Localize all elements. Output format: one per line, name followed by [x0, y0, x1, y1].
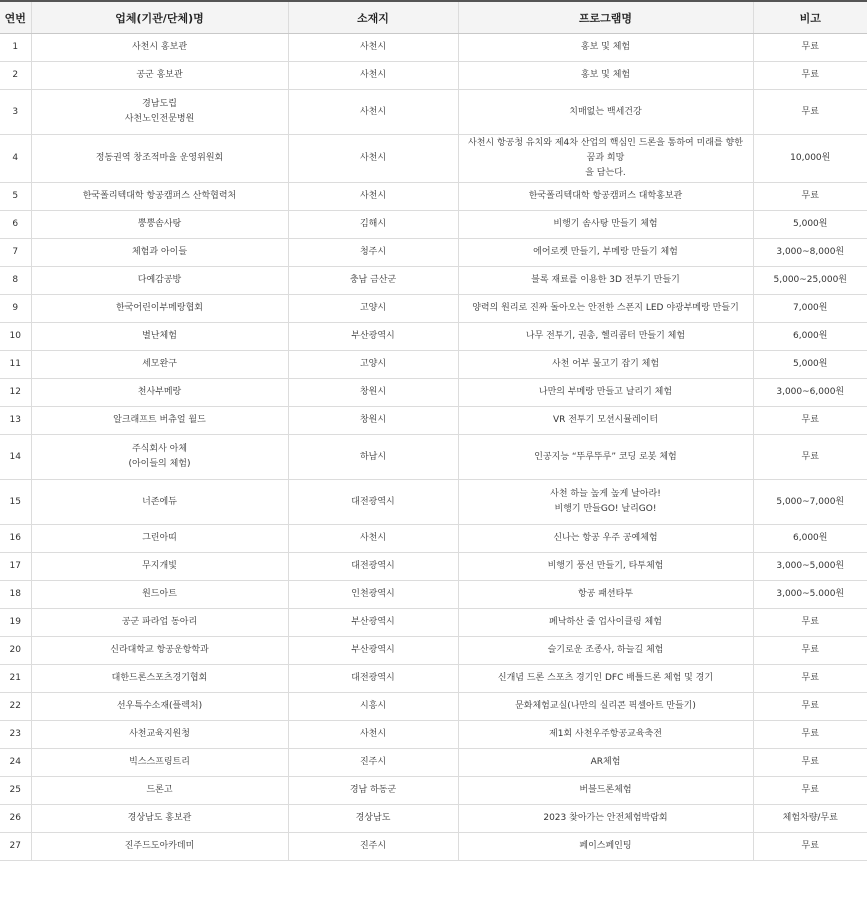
- cell-organization: [31, 62, 288, 90]
- cell-organization-line: 드론고: [146, 785, 173, 795]
- cell-program: [458, 267, 753, 295]
- table-row: [0, 34, 867, 62]
- cell-program-line: 버블드론체험: [579, 785, 632, 795]
- table-row: [0, 295, 867, 323]
- cell-program-line: 나무 전투기, 권총, 헬리콥터 만들기 체험: [525, 331, 686, 341]
- cell-organization-line: 신라대학교 항공운항학과: [110, 645, 209, 655]
- cell-organization-line: 천사부메랑: [137, 387, 182, 397]
- cell-no: 21: [0, 665, 31, 693]
- cell-program: [458, 407, 753, 435]
- cell-program-line: 폐낙하산 줄 업사이클링 체험: [549, 617, 662, 627]
- cell-note: 5,000~25,000원: [753, 267, 867, 295]
- cell-note: 10,000원: [753, 135, 867, 183]
- cell-note: 6,000원: [753, 525, 867, 553]
- table-row: [0, 637, 867, 665]
- cell-program: [458, 693, 753, 721]
- cell-note: 5,000원: [753, 211, 867, 239]
- cell-location: 고양시: [288, 351, 458, 379]
- header-note: 비고: [753, 1, 867, 34]
- cell-no: 17: [0, 553, 31, 581]
- cell-program: [458, 525, 753, 553]
- cell-no: 4: [0, 135, 31, 183]
- cell-note: 무료: [753, 609, 867, 637]
- cell-organization: [31, 295, 288, 323]
- cell-program: [458, 90, 753, 135]
- cell-organization-line: 빅스스프링트리: [129, 757, 190, 767]
- cell-note: 무료: [753, 749, 867, 777]
- header-organization: 업체(기관/단체)명: [31, 1, 288, 34]
- cell-note: 무료: [753, 665, 867, 693]
- cell-organization-line: 그린아띠: [142, 533, 177, 543]
- cell-no: 8: [0, 267, 31, 295]
- table-row: [0, 135, 867, 183]
- cell-organization: [31, 637, 288, 665]
- cell-organization: [31, 351, 288, 379]
- cell-organization-line: 사천시 홍보관: [131, 42, 188, 52]
- cell-location: 대전광역시: [288, 480, 458, 525]
- cell-program-line: 나만의 부메랑 만들고 날리기 체험: [538, 387, 673, 397]
- cell-no: 3: [0, 90, 31, 135]
- cell-organization: [31, 435, 288, 480]
- cell-program: [458, 379, 753, 407]
- table-row: [0, 239, 867, 267]
- cell-program: [458, 183, 753, 211]
- cell-program-line: 비행기 풍선 만들기, 타투체험: [547, 561, 664, 571]
- cell-no: 16: [0, 525, 31, 553]
- table-row: [0, 211, 867, 239]
- cell-no: 9: [0, 295, 31, 323]
- cell-program-line: 홍보 및 체험: [580, 70, 631, 80]
- cell-program-line: 제1회 사천우주항공교육축전: [549, 729, 662, 739]
- cell-no: 11: [0, 351, 31, 379]
- cell-no: 19: [0, 609, 31, 637]
- cell-organization-line: 사천교육지원청: [129, 729, 190, 739]
- cell-no: 27: [0, 833, 31, 861]
- cell-note: 무료: [753, 62, 867, 90]
- cell-program-line: VR 전투기 모션시뮬레이터: [552, 415, 659, 425]
- cell-program-line: 을 담는다.: [585, 168, 626, 178]
- cell-organization: [31, 135, 288, 183]
- cell-organization-line: 정동권역 창조적마을 운영위원회: [95, 153, 224, 163]
- table-row: [0, 525, 867, 553]
- table-row: [0, 805, 867, 833]
- cell-location: 고양시: [288, 295, 458, 323]
- cell-organization: [31, 480, 288, 525]
- cell-organization: [31, 183, 288, 211]
- cell-note: 5,000원: [753, 351, 867, 379]
- cell-program: [458, 553, 753, 581]
- table-row: [0, 749, 867, 777]
- cell-organization-line: 세모완구: [142, 359, 177, 369]
- table-row: [0, 609, 867, 637]
- cell-program-line: 신개념 드론 스포츠 경기인 DFC 배틀드론 체험 및 경기: [497, 673, 714, 683]
- cell-program: [458, 323, 753, 351]
- cell-program-line: 사천시 항공청 유치와 제4차 산업의 핵심인 드론을 통하여 미래를 향한 꿈과 희망: [468, 138, 743, 163]
- cell-organization: [31, 833, 288, 861]
- cell-no: 14: [0, 435, 31, 480]
- cell-program-line: AR체험: [590, 757, 621, 767]
- cell-organization-line: 한국폴리텍대학 항공캠퍼스 산학협력처: [82, 191, 237, 201]
- cell-note: 무료: [753, 693, 867, 721]
- cell-program: [458, 34, 753, 62]
- cell-program-line: 신나는 항공 우주 공예체험: [553, 533, 658, 543]
- cell-organization: [31, 721, 288, 749]
- cell-organization: [31, 693, 288, 721]
- cell-location: 사천시: [288, 135, 458, 183]
- cell-organization-line: 공군 파라업 동아리: [121, 617, 198, 627]
- cell-location: 시흥시: [288, 693, 458, 721]
- header-row: [0, 1, 867, 34]
- table-row: [0, 90, 867, 135]
- cell-no: 23: [0, 721, 31, 749]
- cell-organization: [31, 525, 288, 553]
- cell-program-line: 사천 어부 물고기 잡기 체험: [551, 359, 660, 369]
- cell-note: 7,000원: [753, 295, 867, 323]
- cell-program-line: 인공지능 “뚜루뚜루” 코딩 로봇 체험: [534, 451, 677, 462]
- cell-program-line: 에어로켓 만들기, 부메랑 만들기 체험: [533, 247, 678, 257]
- cell-program: [458, 135, 753, 183]
- cell-no: 12: [0, 379, 31, 407]
- cell-location: 사천시: [288, 721, 458, 749]
- cell-organization-line: 원드아트: [142, 589, 177, 599]
- cell-organization: [31, 323, 288, 351]
- cell-organization-line: 다예감공방: [137, 275, 182, 285]
- header-no: 연번: [0, 1, 31, 34]
- cell-organization-line: 경남도립: [142, 99, 177, 109]
- cell-program: [458, 721, 753, 749]
- cell-note: 3,000~5,000원: [753, 553, 867, 581]
- cell-note: 3,000~5.000원: [753, 581, 867, 609]
- cell-note: 3,000~6,000원: [753, 379, 867, 407]
- cell-location: 경남 하동군: [288, 777, 458, 805]
- cell-program-line: 비행기 솜사탕 만들기 체험: [553, 219, 658, 229]
- cell-note: 6,000원: [753, 323, 867, 351]
- cell-program-line: 치매없는 백세건강: [569, 106, 642, 117]
- table-row: [0, 407, 867, 435]
- cell-organization: [31, 777, 288, 805]
- table-row: [0, 665, 867, 693]
- cell-organization-line: 무지개빛: [142, 561, 177, 571]
- cell-note: 체험차량/무료: [753, 805, 867, 833]
- cell-location: 인천광역시: [288, 581, 458, 609]
- cell-organization: [31, 239, 288, 267]
- cell-no: 2: [0, 62, 31, 90]
- cell-program: [458, 295, 753, 323]
- cell-location: 대전광역시: [288, 665, 458, 693]
- cell-organization-line: 공군 홍보관: [136, 70, 183, 80]
- cell-program-line: 문화체험교실(나만의 실리콘 픽셀아트 만들기): [515, 701, 696, 711]
- cell-organization-line: (아이들의 체험): [128, 459, 191, 469]
- cell-program: [458, 609, 753, 637]
- cell-organization: [31, 553, 288, 581]
- cell-program-line: 한국폴리텍대학 항공캠퍼스 대학홍보관: [528, 191, 683, 201]
- cell-program-line: 사천 하늘 높게 높게 날아라!: [550, 489, 661, 499]
- table-row: [0, 553, 867, 581]
- cell-no: 15: [0, 480, 31, 525]
- cell-program-line: 페이스페인팅: [579, 841, 632, 851]
- cell-note: 무료: [753, 833, 867, 861]
- cell-program: [458, 833, 753, 861]
- cell-organization: [31, 609, 288, 637]
- cell-program: [458, 749, 753, 777]
- header-location: 소재지: [288, 1, 458, 34]
- cell-no: 6: [0, 211, 31, 239]
- cell-location: 부산광역시: [288, 609, 458, 637]
- cell-no: 10: [0, 323, 31, 351]
- cell-location: 창원시: [288, 379, 458, 407]
- cell-organization: [31, 267, 288, 295]
- table-row: [0, 379, 867, 407]
- cell-location: 김해시: [288, 211, 458, 239]
- cell-organization: [31, 211, 288, 239]
- cell-no: 24: [0, 749, 31, 777]
- cell-location: 충남 금산군: [288, 267, 458, 295]
- cell-organization: [31, 749, 288, 777]
- cell-location: 사천시: [288, 90, 458, 135]
- cell-no: 7: [0, 239, 31, 267]
- table-row: [0, 833, 867, 861]
- table-row: [0, 721, 867, 749]
- cell-program: [458, 62, 753, 90]
- cell-organization-line: 주식회사 아체: [131, 444, 188, 454]
- cell-program: [458, 637, 753, 665]
- cell-location: 사천시: [288, 62, 458, 90]
- table-row: [0, 183, 867, 211]
- cell-location: 사천시: [288, 34, 458, 62]
- table-row: [0, 693, 867, 721]
- cell-program-line: 비행기 만들GO! 날리GO!: [554, 504, 657, 514]
- cell-note: 무료: [753, 435, 867, 480]
- cell-organization-line: 한국어린이부메랑협회: [116, 303, 203, 313]
- cell-note: 무료: [753, 90, 867, 135]
- cell-organization-line: 뿡뿡솜사탕: [137, 219, 182, 229]
- cell-organization: [31, 379, 288, 407]
- cell-note: 무료: [753, 34, 867, 62]
- cell-location: 하남시: [288, 435, 458, 480]
- cell-program: [458, 480, 753, 525]
- cell-program-line: 항공 패션타투: [577, 589, 634, 599]
- cell-organization: [31, 665, 288, 693]
- table-body: [0, 34, 867, 861]
- cell-location: 청주시: [288, 239, 458, 267]
- table-row: [0, 480, 867, 525]
- cell-organization: [31, 90, 288, 135]
- cell-location: 창원시: [288, 407, 458, 435]
- cell-location: 대전광역시: [288, 553, 458, 581]
- cell-organization-line: 대한드론스포츠경기협회: [111, 673, 208, 683]
- cell-note: 3,000~8,000원: [753, 239, 867, 267]
- cell-program-line: 홍보 및 체험: [580, 42, 631, 52]
- header-program: 프로그램명: [458, 1, 753, 34]
- cell-location: 부산광역시: [288, 323, 458, 351]
- cell-organization: [31, 34, 288, 62]
- cell-program: [458, 581, 753, 609]
- cell-organization: [31, 581, 288, 609]
- table-row: [0, 777, 867, 805]
- cell-program: [458, 665, 753, 693]
- cell-program: [458, 211, 753, 239]
- cell-no: 25: [0, 777, 31, 805]
- cell-no: 20: [0, 637, 31, 665]
- table-row: [0, 435, 867, 480]
- cell-location: 진주시: [288, 833, 458, 861]
- cell-organization-line: 알크래프트 버츄얼 월드: [113, 415, 206, 425]
- cell-program-line: 블록 재료를 이용한 3D 전투기 만들기: [531, 275, 680, 285]
- cell-program: [458, 351, 753, 379]
- cell-location: 사천시: [288, 183, 458, 211]
- table-row: [0, 323, 867, 351]
- cell-program: [458, 435, 753, 480]
- cell-program: [458, 805, 753, 833]
- cell-no: 5: [0, 183, 31, 211]
- cell-note: 무료: [753, 183, 867, 211]
- cell-note: 무료: [753, 721, 867, 749]
- cell-location: 사천시: [288, 525, 458, 553]
- cell-location: 부산광역시: [288, 637, 458, 665]
- table-row: [0, 351, 867, 379]
- cell-program: [458, 239, 753, 267]
- cell-program-line: 양력의 원리로 진짜 돌아오는 안전한 스폰지 LED 야광부메랑 만들기: [472, 303, 739, 313]
- cell-location: 진주시: [288, 749, 458, 777]
- cell-program-line: 2023 찾아가는 안전체험박람회: [543, 813, 668, 823]
- cell-organization-line: 체험과 아이들: [131, 247, 188, 257]
- cell-no: 1: [0, 34, 31, 62]
- cell-note: 무료: [753, 407, 867, 435]
- table-row: [0, 62, 867, 90]
- cell-note: 무료: [753, 777, 867, 805]
- table-row: [0, 581, 867, 609]
- cell-program: [458, 777, 753, 805]
- cell-location: 경상남도: [288, 805, 458, 833]
- cell-organization: [31, 407, 288, 435]
- cell-note: 무료: [753, 637, 867, 665]
- cell-organization-line: 진주드도아카데미: [124, 841, 195, 851]
- cell-organization-line: 별난체험: [142, 331, 177, 341]
- cell-no: 18: [0, 581, 31, 609]
- cell-program-line: 슬기로운 조종사, 하늘길 체험: [547, 645, 664, 655]
- cell-no: 13: [0, 407, 31, 435]
- cell-organization-line: 경상남도 홍보관: [127, 813, 192, 823]
- table-row: [0, 267, 867, 295]
- cell-organization-line: 너존에듀: [142, 496, 177, 507]
- cell-organization: [31, 805, 288, 833]
- cell-note: 5,000~7,000원: [753, 480, 867, 525]
- cell-organization-line: 사천노인전문병원: [124, 114, 195, 124]
- cell-no: 22: [0, 693, 31, 721]
- cell-organization-line: 선우특수소재(플렉처): [116, 701, 203, 711]
- cell-no: 26: [0, 805, 31, 833]
